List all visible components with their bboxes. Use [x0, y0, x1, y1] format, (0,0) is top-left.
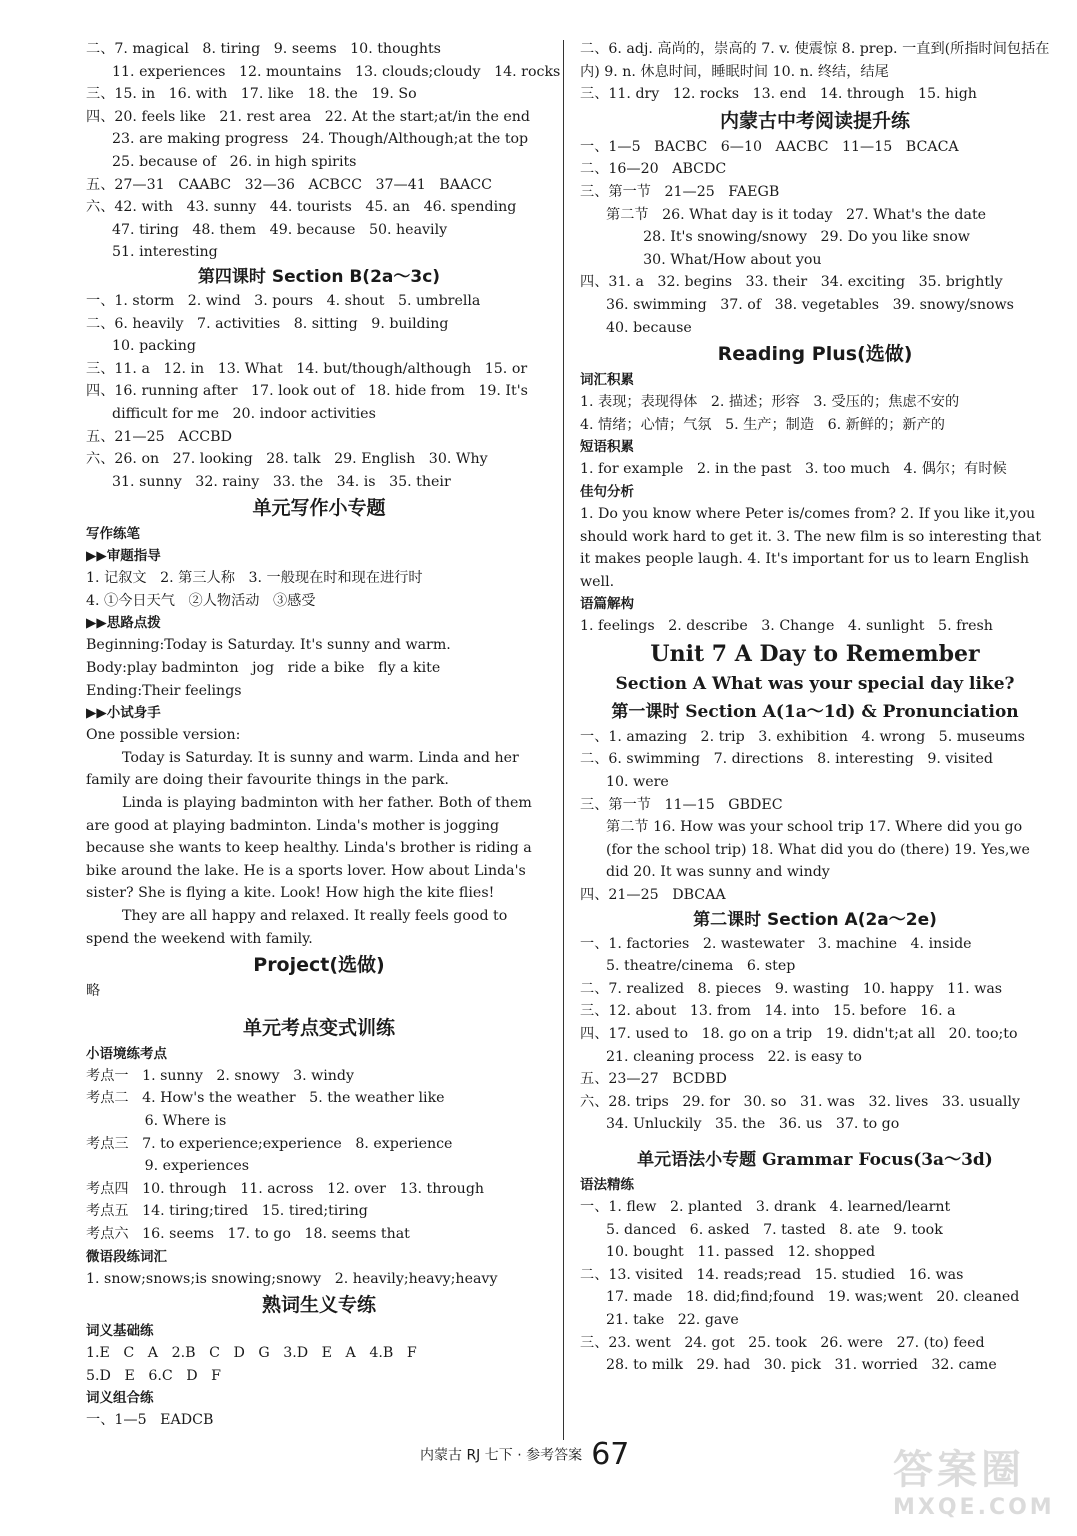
answer-line: 1. for example 2. in the past 3. too much 4. 偶尔；有时候 — [580, 461, 1007, 478]
answer-line: 5. theatre/cinema 6. step — [606, 958, 796, 975]
subsection-label: 词汇积累 — [580, 372, 634, 389]
section-heading: 第四课时 Section B(2a～3c) — [197, 266, 441, 287]
answer-line: 一、1. flew 2. planted 3. drank 4. learned/learnt — [580, 1198, 951, 1215]
answer-line: 4. ①今日天气 ②人物活动 ③感受 — [86, 592, 316, 609]
spacer — [86, 1003, 552, 1013]
right-column — [580, 38, 1050, 1377]
answer-line: 二、6. swimming 7. directions 8. interesting 9. visited — [580, 751, 993, 768]
answer-line: 10. were — [606, 774, 669, 791]
column-divider — [563, 40, 564, 1440]
answer-line: 11. experiences 12. mountains 13. clouds;cloudy 14. rocks — [112, 63, 561, 80]
answer-line: 五、27—31 CAABC 32—36 ACBCC 37—41 BAACC — [86, 176, 492, 193]
answer-line: 4. 情绪；心情；气氛 5. 生产；制造 6. 新鲜的；新产的 — [580, 416, 945, 433]
answer-line: 二、6. heavily 7. activities 8. sitting 9. building — [86, 315, 449, 332]
answer-line: 1. 记叙文 2. 第三人称 3. 一般现在时和现在进行时 — [86, 570, 423, 587]
answer-line: 31. sunny 32. rainy 33. the 34. is 35. their — [112, 473, 451, 490]
answer-line: 28. to milk 29. had 30. pick 31. worried 32. came — [606, 1357, 997, 1374]
section-heading: 单元语法小专题 Grammar Focus(3a～3d) — [637, 1149, 993, 1170]
section-heading: 单元写作小专题 — [252, 497, 386, 520]
answer-line: 1. feelings 2. describe 3. Change 4. sunlight 5. fresh — [580, 618, 993, 635]
subsection-label: ▶▶审题指导 — [86, 548, 161, 565]
answer-line: 三、11. dry 12. rocks 13. end 14. through 15. high — [580, 86, 977, 103]
section-heading: Section A What was your special day like? — [615, 673, 1015, 694]
answer-line: 一、1—5 EADCB — [86, 1412, 214, 1429]
answer-line: 五、23—27 BCDBD — [580, 1071, 727, 1088]
answer-line: 21. take 22. gave — [606, 1311, 739, 1328]
subsection-label: 佳句分析 — [580, 483, 634, 500]
subsection-label: ▶▶小试身手 — [86, 705, 161, 722]
answer-line: 10. packing — [112, 338, 196, 355]
subsection-label: 微语段练词汇 — [86, 1248, 167, 1265]
answer-line: Body:play badminton jog ride a bike fly a kite — [86, 660, 441, 677]
answer-line: 5.D E 6.C D F — [86, 1367, 221, 1384]
answer-line: 三、15. in 16. with 17. like 18. the 19. So — [86, 86, 417, 103]
subsection-label: 短语积累 — [580, 439, 634, 456]
answer-line: 1.E C A 2.B C D G 3.D E A 4.B F — [86, 1345, 417, 1362]
answer-line: 23. are making progress 24. Though/Although;at the top — [112, 131, 529, 148]
answer-line: 47. tiring 48. them 49. because 50. heavily — [112, 221, 448, 238]
answer-line: 考点四 10. through 11. across 12. over 13. through — [86, 1180, 485, 1197]
answer-line: 10. bought 11. passed 12. shopped — [606, 1244, 876, 1261]
watermark-text: 答案圈 — [893, 1447, 1025, 1493]
subsection-label: 语法精练 — [580, 1176, 634, 1193]
answer-line: 二、13. visited 14. reads;read 15. studied 16. was — [580, 1266, 964, 1283]
subsection-label: ▶▶思路点拨 — [86, 615, 161, 632]
answer-line: One possible version: — [86, 727, 241, 744]
answer-line: 9. experiences — [86, 1158, 250, 1175]
answer-line: 21. cleaning process 22. is easy to — [606, 1048, 862, 1065]
answer-line: 四、16. running after 17. look out of 18. hide from 19. It's — [86, 383, 528, 400]
answer-line: 一、1. storm 2. wind 3. pours 4. shout 5. umbrella — [86, 292, 481, 309]
section-heading: Reading Plus(选做) — [717, 343, 913, 366]
answer-line: 一、1—5 BACBC 6—10 AACBC 11—15 BCACA — [580, 138, 959, 155]
subsection-label: 小语境练考点 — [86, 1045, 167, 1062]
page-number: 67 — [591, 1437, 630, 1472]
watermark-url: MXQE.COM — [893, 1495, 1055, 1520]
answer-line: 25. because of 26. in high spirits — [112, 153, 357, 170]
answer-line: 二、7. realized 8. pieces 9. wasting 10. happy 11. was — [580, 980, 1003, 997]
answer-line: 二、6. adj. 高尚的，崇高的 7. v. 使震惊 8. prep. 一直到(所指时间包括在内) 9. n. 休息时间，睡眠时间 10. n. 终结，结尾 — [580, 41, 1050, 80]
answer-line: 考点六 16. seems 17. to go 18. seems that — [86, 1225, 410, 1242]
answer-line: 四、31. a 32. begins 33. their 34. exciting 35. brightly — [580, 274, 1003, 291]
answer-line: 四、21—25 DBCAA — [580, 887, 726, 904]
answer-line: 51. interesting — [112, 244, 218, 261]
answer-line: Ending:Their feelings — [86, 682, 242, 699]
answer-line: 三、12. about 13. from 14. into 15. before 16. a — [580, 1003, 956, 1020]
left-column — [86, 38, 561, 1432]
answer-line: 二、16—20 ABCDC — [580, 161, 727, 178]
section-heading: Project(选做) — [253, 954, 385, 977]
answer-line: 1. snow;snows;is snowing;snowy 2. heavily;heavy;heavy — [86, 1270, 498, 1287]
answer-line: 四、20. feels like 21. rest area 22. At the start;at/in the end — [86, 108, 530, 125]
subsection-label: 写作练笔 — [86, 526, 140, 543]
essay-paragraph: Linda is playing badminton with her father. Both of them are good at playing badminton. Linda's mother is jogging because she wants to keep healthy. Linda's brother is riding a bike around the lake. He is a sports lover. How about Linda's sister? She is flying a kite. Look! How high the kite flies! — [86, 795, 532, 902]
section-heading: 单元考点变式训练 — [242, 1016, 395, 1039]
section-heading: 内蒙古中考阅读提升练 — [719, 109, 910, 132]
spacer — [580, 1136, 1050, 1146]
answer-line: 5. danced 6. asked 7. tasted 8. ate 9. took — [606, 1221, 943, 1238]
footer-text: 内蒙古 RJ 七下 · 参考答案 — [420, 1447, 583, 1464]
answer-line: 6. Where is — [86, 1112, 227, 1129]
answer-line: 34. Unluckily 35. the 36. us 37. to go — [606, 1116, 900, 1133]
section-heading: Unit 7 A Day to Remember — [650, 640, 980, 667]
answer-line: 六、42. with 43. sunny 44. tourists 45. an 46. spending — [86, 199, 517, 216]
answer-line: 40. because — [606, 319, 692, 336]
answer-line: 五、21—25 ACCBD — [86, 428, 232, 445]
subsection-label: 词义组合练 — [86, 1390, 154, 1407]
essay-paragraph: They are all happy and relaxed. It really feels good to spend the weekend with family. — [86, 908, 508, 947]
answer-line: 第二节 26. What day is it today 27. What's the date — [606, 206, 987, 223]
watermark-logo — [893, 1438, 1063, 1528]
answer-line: 第二节 16. How was your school trip 17. Where did you go (for the school trip) 18. What did you do (there) 19. Yes,we did 20. It was sunny and windy — [606, 819, 1030, 881]
answer-line: 考点五 14. tiring;tired 15. tired;tiring — [86, 1203, 368, 1220]
answer-line: 六、26. on 27. looking 28. talk 29. English 30. Why — [86, 451, 488, 468]
answer-line: 四、17. used to 18. go on a trip 19. didn't;at all 20. too;to — [580, 1026, 1018, 1042]
answer-line: Beginning:Today is Saturday. It's sunny and warm. — [86, 637, 451, 654]
section-heading: 第一课时 Section A(1a～1d) & Pronunciation — [611, 701, 1019, 722]
answer-line: 三、11. a 12. in 13. What 14. but/though/although 15. or — [86, 360, 528, 377]
answer-line: 三、第一节 21—25 FAEGB — [580, 183, 780, 200]
answer-line: 三、第一节 11—15 GBDEC — [580, 796, 783, 813]
page-footer — [420, 1437, 629, 1472]
answer-line: 三、23. went 24. got 25. took 26. were 27. (to) feed — [580, 1334, 985, 1351]
answer-line: 一、1. amazing 2. trip 3. exhibition 4. wrong 5. museums — [580, 728, 1025, 745]
answer-line: 17. made 18. did;find;found 19. was;went 20. cleaned — [606, 1289, 1020, 1306]
section-heading: 熟词生义专练 — [261, 1294, 376, 1317]
answer-line: 考点二 4. How's the weather 5. the weather like — [86, 1090, 445, 1107]
answer-line: 考点三 7. to experience;experience 8. experience — [86, 1135, 453, 1152]
subsection-label: 词义基础练 — [86, 1323, 154, 1340]
answer-line: difficult for me 20. indoor activities — [112, 405, 376, 422]
answer-line: 二、7. magical 8. tiring 9. seems 10. thoughts — [86, 41, 441, 57]
answer-line: 36. swimming 37. of 38. vegetables 39. snowy/snows — [606, 296, 1014, 313]
answer-line: 28. It's snowing/snowy 29. Do you like snow — [580, 229, 970, 246]
answer-line: 六、28. trips 29. for 30. so 31. was 32. lives 33. usually — [580, 1093, 1020, 1110]
subsection-label: 语篇解构 — [580, 596, 634, 613]
answer-line: 1. Do you know where Peter is/comes from? 2. If you like it,you should work hard to get it. 3. The new film is so interesting that it makes people laugh. 4. It's important for us to learn English well. — [580, 505, 1042, 590]
answer-line: 一、1. factories 2. wastewater 3. machine 4. inside — [580, 935, 972, 952]
answer-line: 考点一 1. sunny 2. snowy 3. windy — [86, 1067, 355, 1084]
answer-line: 30. What/How about you — [580, 251, 822, 268]
answer-line: 1. 表现；表现得体 2. 描述；形容 3. 受压的；焦虑不安的 — [580, 394, 960, 411]
essay-paragraph: Today is Saturday. It is sunny and warm. Linda and her family are doing their favourite things in the park. — [86, 749, 519, 789]
answer-line: 略 — [86, 983, 101, 1000]
section-heading: 第二课时 Section A(2a～2e) — [693, 909, 937, 930]
